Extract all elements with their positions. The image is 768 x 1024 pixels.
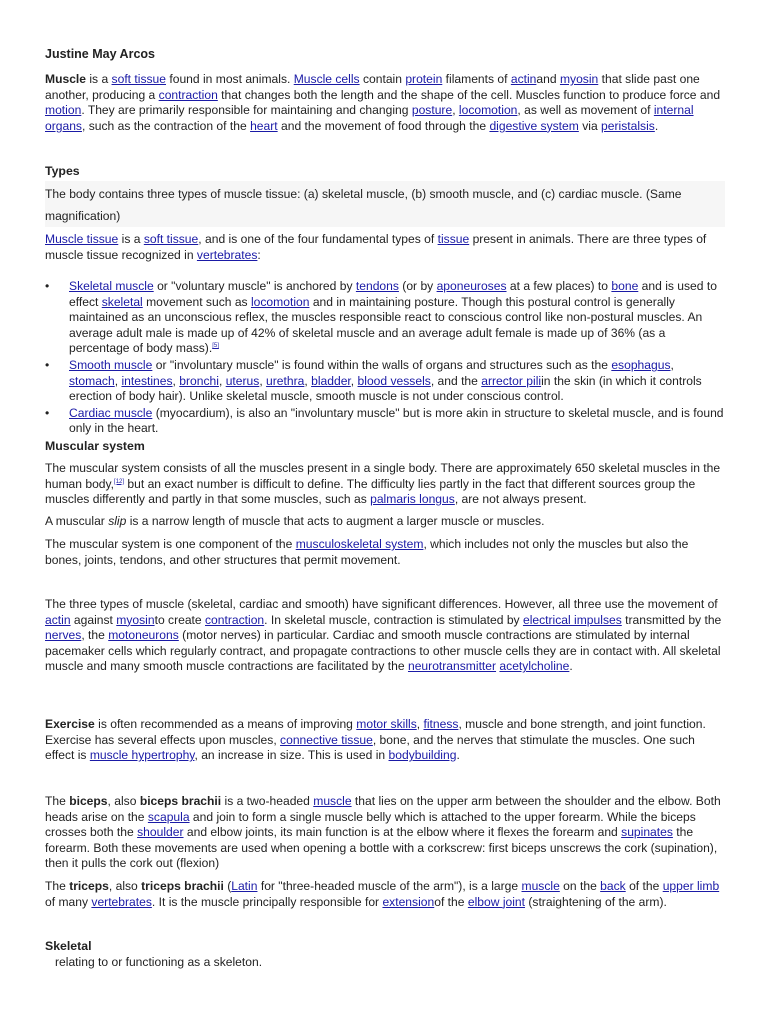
link-muscle-tissue[interactable]: Muscle tissue — [45, 232, 119, 246]
link-bodybuilding[interactable]: bodybuilding — [388, 748, 457, 763]
link-contraction-2[interactable]: contraction — [205, 612, 265, 627]
muscular-paragraph-3: The muscular system is one component of the musculoskeletal system, which includes not only the muscles but also the bones, joints, tendons, and other structures that permit movement. — [45, 537, 689, 567]
link-palmaris-longus[interactable]: palmaris longus — [370, 492, 455, 507]
link-tissue[interactable]: tissue — [437, 232, 470, 246]
link-esophagus[interactable]: esophagus — [611, 357, 671, 372]
link-heart[interactable]: heart — [250, 118, 278, 133]
link-tendons[interactable]: tendons — [355, 279, 399, 293]
link-muscle-cells[interactable]: Muscle cells — [293, 72, 360, 86]
link-bone[interactable]: bone — [611, 279, 639, 293]
link-musculoskeletal-system[interactable]: musculoskeletal system — [295, 537, 424, 551]
link-electrical-impulses[interactable]: electrical impulses — [522, 612, 622, 627]
link-back[interactable]: back — [600, 879, 626, 893]
link-bladder[interactable]: bladder — [311, 373, 351, 388]
link-smooth-muscle[interactable]: Smooth muscle — [69, 357, 153, 372]
link-motor-skills[interactable]: motor skills — [356, 717, 417, 731]
definition-skeletal: relating to or functioning as a skeleton. — [55, 955, 263, 969]
term-biceps: biceps — [69, 794, 108, 808]
heading-types: Types — [45, 164, 80, 178]
link-vertebrates[interactable]: vertebrates — [196, 247, 258, 262]
muscular-paragraph-2: A muscular slip is a narrow length of muscle that acts to augment a larger muscle or muscles. — [45, 514, 545, 528]
tissue-paragraph: Muscle tissue is a soft tissue, and is one of the four fundamental types of tissue present in animals. There are three types of muscle tissue recognized in vertebrates: — [45, 232, 707, 262]
intro-paragraph: Muscle is a soft tissue found in most animals. Muscle cells contain protein filaments of actinand myosin that slide past one another, producing a contraction that changes both the length and the shape of the cell. Muscles function to produce force and motion. They are primarily responsible for maintaining and changing posture, locomotion, as well as movement of internal organs, such as the contraction of the heart and the movement of food through the digestive system via peristalsis. — [45, 72, 721, 133]
link-extension[interactable]: extension — [382, 894, 435, 909]
list-item-skeletal: • Skeletal muscle or "voluntary muscle" is anchored by tendons (or by aponeuroses at a few places) to bone and is used to effect skeletal movement such as locomotion and in maintaining posture. Though this postural control is generally maintained as an unconscious reflex, the muscles responsible react to conscious control like non-postural muscles. An average adult male is made up of 42% of skeletal muscle and an average adult female is made up of 36% (as a percentage of body mass).[5] — [45, 279, 717, 356]
link-scapula[interactable]: scapula — [147, 809, 190, 824]
link-motoneurons[interactable]: motoneurons — [108, 628, 179, 643]
link-skeletal[interactable]: skeletal — [101, 294, 143, 309]
link-actin-2[interactable]: actin — [45, 612, 71, 627]
muscular-paragraph-1: The muscular system consists of all the muscles present in a single body. There are approximately 650 skeletal muscles in the human body,[12] but an exact number is difficult to define. The difficulty lies partly in the fact that different sources group the muscles differently and partly in that some muscles, such as palmaris longus, are not always present. — [45, 461, 721, 507]
muscle-types-list — [45, 279, 725, 438]
bullet: • — [45, 357, 50, 372]
link-muscle[interactable]: muscle — [313, 794, 352, 808]
link-neurotransmitter[interactable]: neurotransmitter — [407, 659, 497, 674]
bullet: • — [45, 405, 50, 420]
link-myosin[interactable]: myosin — [559, 72, 599, 86]
link-muscle-hypertrophy[interactable]: muscle hypertrophy — [89, 748, 195, 763]
link-uterus[interactable]: uterus — [225, 373, 260, 388]
link-vertebrates-2[interactable]: vertebrates — [91, 894, 152, 909]
image-caption: The body contains three types of muscle tissue: (a) skeletal muscle, (b) smooth muscle, and (c) cardiac muscle. (Same magnification) — [45, 187, 682, 223]
link-bronchi[interactable]: bronchi — [179, 373, 219, 388]
bullet: • — [45, 279, 50, 293]
definition-term-skeletal: Skeletal — [45, 939, 92, 953]
link-cardiac-muscle[interactable]: Cardiac muscle — [69, 405, 153, 420]
link-blood-vessels[interactable]: blood vessels — [357, 373, 431, 388]
list-item-cardiac: • Cardiac muscle (myocardium), is also an "involuntary muscle" but is more akin in structure to skeletal muscle, and is found only in the heart. — [45, 405, 724, 436]
heading-muscular-system: Muscular system — [45, 439, 145, 453]
term-biceps-brachii: biceps brachii — [139, 794, 222, 808]
exercise-paragraph: Exercise is often recommended as a means of improving motor skills, fitness, muscle and bone strength, and joint function. Exercise has several effects upon muscles, connective tissue, bone, and the nerves that stimulate the muscles. One such effect is muscle hypertrophy, an increase in size. This is used in bodybuilding. — [45, 717, 706, 763]
term-triceps: triceps — [69, 879, 109, 893]
link-muscle-2[interactable]: muscle — [521, 879, 560, 893]
link-intestines[interactable]: intestines — [121, 373, 173, 388]
link-shoulder[interactable]: shoulder — [137, 825, 184, 840]
link-stomach[interactable]: stomach — [69, 373, 115, 388]
three-types-paragraph: The three types of muscle (skeletal, cardiac and smooth) have significant differences. However, all three use the movement of actin against myosinto create contraction. In skeletal muscle, contraction is stimulated by electrical impulses transmitted by the nerves, the motoneurons (motor nerves) in particular. Cardiac and smooth muscle contractions are stimulated by internal pacemaker cells which regularly contract, and propagate contractions to other muscle cells they are in contact with. All skeletal muscle and many smooth muscle contractions are facilitated by the neurotransmitter acetylcholine. — [45, 597, 722, 674]
link-myosin-2[interactable]: myosin — [116, 612, 155, 627]
biceps-paragraph: The biceps, also biceps brachii is a two-headed muscle that lies on the upper arm between the shoulder and the elbow. Both heads arise on the scapula and join to form a single muscle belly which is attached to the upper forearm. While the biceps crosses both the shoulder and elbow joints, its main function is at the elbow where it flexes the forearm and supinates the forearm. Both these movements are used when opening a bottle with a corkscrew: first biceps unscrews the cork (supination), then it pulls the cork out (flexion) — [45, 794, 721, 871]
link-soft-tissue-2[interactable]: soft tissue — [143, 232, 199, 246]
image-caption-box — [45, 181, 725, 227]
link-actin[interactable]: actin — [510, 72, 537, 86]
link-soft-tissue[interactable]: soft tissue — [111, 72, 166, 86]
link-connective-tissue[interactable]: connective tissue — [280, 732, 373, 747]
list-item-smooth: • Smooth muscle or "involuntary muscle" is found within the walls of organs and structures such as the esophagus, stomach, intestines, bronchi, uterus, urethra, bladder, blood vessels, and the arrector piliin the skin (in which it controls erection of body hair). Unlike skeletal muscle, smooth muscle is not under conscious control. — [45, 357, 702, 404]
citation-5[interactable]: [5] — [212, 343, 219, 350]
link-motion[interactable]: motion — [45, 103, 82, 118]
link-latin[interactable]: Latin — [231, 879, 258, 893]
author-name: Justine May Arcos — [45, 47, 155, 61]
link-digestive-system[interactable]: digestive system — [489, 118, 579, 133]
link-fitness[interactable]: fitness — [423, 717, 459, 731]
link-internal-organs[interactable]: internal organs — [45, 103, 694, 133]
link-aponeuroses[interactable]: aponeuroses — [436, 279, 507, 293]
link-peristalsis[interactable]: peristalsis — [601, 118, 655, 133]
link-locomotion-2[interactable]: locomotion — [250, 294, 310, 309]
link-elbow-joint[interactable]: elbow joint — [467, 894, 526, 909]
link-nerves[interactable]: nerves — [45, 628, 82, 643]
link-locomotion[interactable]: locomotion — [458, 103, 518, 118]
link-upper-limb[interactable]: upper limb — [662, 879, 720, 893]
term-slip: slip — [108, 514, 127, 528]
term-exercise: Exercise — [45, 717, 95, 731]
link-contraction[interactable]: contraction — [158, 87, 218, 102]
link-protein[interactable]: protein — [405, 72, 443, 86]
term-triceps-brachii: triceps brachii — [141, 879, 224, 893]
link-supinates[interactable]: supinates — [621, 825, 673, 840]
link-skeletal-muscle[interactable]: Skeletal muscle — [69, 279, 154, 293]
link-posture[interactable]: posture — [411, 103, 453, 118]
link-urethra[interactable]: urethra — [266, 373, 305, 388]
link-arrector-pili[interactable]: arrector pili — [481, 373, 542, 388]
link-acetylcholine[interactable]: acetylcholine — [499, 659, 570, 674]
term-muscle: Muscle — [45, 72, 86, 86]
citation-12[interactable]: [12] — [114, 478, 125, 485]
triceps-paragraph: The triceps, also triceps brachii (Latin for "three-headed muscle of the arm"), is a large muscle on the back of the upper limb of many vertebrates. It is the muscle principally responsible for extensionof the elbow joint (straightening of the arm). — [45, 879, 720, 909]
